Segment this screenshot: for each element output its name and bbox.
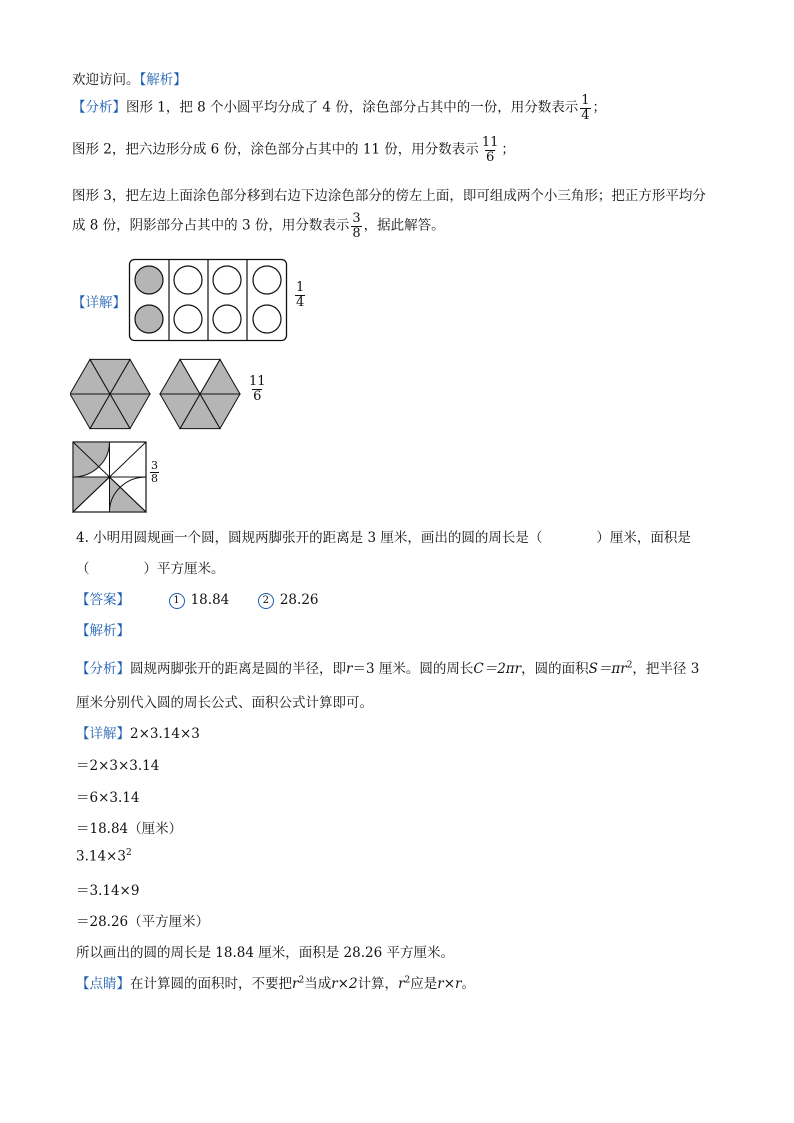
analysis2-t3: ，圆的面积 <box>521 661 589 677</box>
figure-hexagons <box>70 354 242 434</box>
calc-step-1: 2×3.14×3 <box>130 726 200 742</box>
frac-num: 3 <box>151 459 158 472</box>
pointer-t4: 应是 <box>410 976 438 992</box>
analysis1-line2 <box>72 136 515 164</box>
math-area: S＝πr <box>588 661 627 677</box>
analysis2-line1 <box>76 657 699 677</box>
analysis1-line4 <box>72 212 445 240</box>
calc-step-4: ＝18.84（厘米） <box>76 821 183 837</box>
intro-line <box>72 68 187 88</box>
detail2-tag: 【详解】 <box>76 726 130 742</box>
analysis2-line2: 厘米分别代入圆的周长公式、面积公式计算即可。 <box>76 695 373 711</box>
fraction-eleven-sixths-fig <box>248 375 267 403</box>
pointer-t2: 当成 <box>304 976 332 992</box>
math-r-times-r: r×r <box>437 976 462 992</box>
math-sup: 2 <box>626 660 633 671</box>
fraction-three-eighths-fig <box>150 460 159 484</box>
math-circumference: C＝2πr <box>473 661 522 677</box>
frac-den: 4 <box>581 107 590 123</box>
pointer-line <box>76 972 475 992</box>
detail-tag: 【详解】 <box>72 295 126 311</box>
frac-den: 4 <box>296 294 305 310</box>
analysis1-s3b: 成 8 份，阴影部分占其中的 3 份，用分数表示 <box>72 217 350 234</box>
pointer-t5: 。 <box>461 976 475 992</box>
intro-text: 欢迎访问。 <box>72 72 140 88</box>
frac-num: 11 <box>249 374 266 389</box>
frac-den: 6 <box>485 149 495 165</box>
analysis1-line1 <box>72 94 606 122</box>
frac-num: 1 <box>296 280 305 295</box>
frac-num: 11 <box>481 135 499 150</box>
figure3-fraction <box>148 460 161 484</box>
analysis1-end: ，据此解答。 <box>363 217 445 234</box>
answer-tag: 【答案】 <box>76 592 130 608</box>
fraction-one-quarter <box>580 94 590 122</box>
math-sup: 2 <box>298 975 305 986</box>
math-r: r <box>398 976 405 992</box>
answer-marker-1: 1 <box>169 593 185 609</box>
calc-step-6: ＝3.14×9 <box>76 883 140 899</box>
calc-step-3: ＝6×3.14 <box>76 790 140 806</box>
fraction-three-eighths <box>351 212 361 240</box>
answer-line <box>76 588 319 609</box>
calc-step-5-sup: 2 <box>125 848 132 858</box>
math-r: r <box>292 976 299 992</box>
analysis1-s2: 图形 2，把六边形分成 6 份，涂色部分占其中的 11 份，用分数表示 <box>72 141 479 158</box>
analysis-tag: 【分析】 <box>72 99 126 116</box>
answer-marker-2: 2 <box>258 593 274 609</box>
fraction-one-quarter-fig <box>295 281 305 309</box>
punct: ； <box>592 99 607 116</box>
calc-step-5 <box>76 848 132 865</box>
question4-line2: （ ）平方厘米。 <box>76 561 225 577</box>
question4-line1: 4. 小明用圆规画一个圆，圆规两脚张开的距离是 3 厘米，画出的圆的周长是（ ）厘米，面积是 <box>76 530 691 546</box>
analysis1-s3a: 图形 3，把左边上面涂色部分移到右边下边涂色部分的傍左上面，即可组成两个小三角形；把正方形平均分 <box>72 188 706 204</box>
analysis2-t4: ，把半径 3 <box>632 661 700 677</box>
math-r-times-2: r×2 <box>331 976 358 992</box>
figure1-fraction <box>293 281 307 309</box>
frac-den: 8 <box>151 471 158 485</box>
detail2-conclusion: 所以画出的圆的周长是 18.84 厘米，面积是 28.26 平方厘米。 <box>76 945 454 961</box>
frac-den: 8 <box>352 225 361 241</box>
math-r: r <box>346 661 353 677</box>
calc-step-5-base: 3.14×3 <box>76 848 126 865</box>
jiexi-tag: 【解析】 <box>76 623 130 639</box>
analysis2-t2: ＝3 厘米。圆的周长 <box>352 661 474 677</box>
answer-2-value: 28.26 <box>279 592 319 608</box>
math-sup: 2 <box>404 975 411 986</box>
figure2-fraction <box>246 375 269 403</box>
frac-num: 3 <box>352 211 361 226</box>
analysis2-t1: 圆规两脚张开的距离是圆的半径，即 <box>130 661 346 677</box>
jiexi-tag-top: 【解析】 <box>139 72 187 88</box>
figure-circles-grid <box>128 258 288 342</box>
pointer-tag: 【点睛】 <box>76 976 130 992</box>
calc-step-2: ＝2×3×3.14 <box>76 758 160 774</box>
punct: ； <box>501 141 515 158</box>
detail2-line1 <box>76 722 200 742</box>
pointer-t1: 在计算圆的面积时，不要把 <box>130 976 292 992</box>
analysis1-s1: 图形 1，把 8 个小圆平均分成了 4 份，涂色部分占其中的一份，用分数表示 <box>126 99 579 116</box>
answer-1-value: 18.84 <box>190 592 230 608</box>
pointer-t3: 计算， <box>357 976 399 992</box>
analysis1-line3 <box>72 184 706 204</box>
fraction-eleven-sixths <box>481 136 500 164</box>
analysis2-tag: 【分析】 <box>76 661 130 677</box>
frac-num: 1 <box>581 93 590 108</box>
frac-den: 6 <box>253 388 262 404</box>
figure-square-arcs <box>72 441 148 513</box>
calc-step-7: ＝28.26（平方厘米） <box>76 914 210 930</box>
